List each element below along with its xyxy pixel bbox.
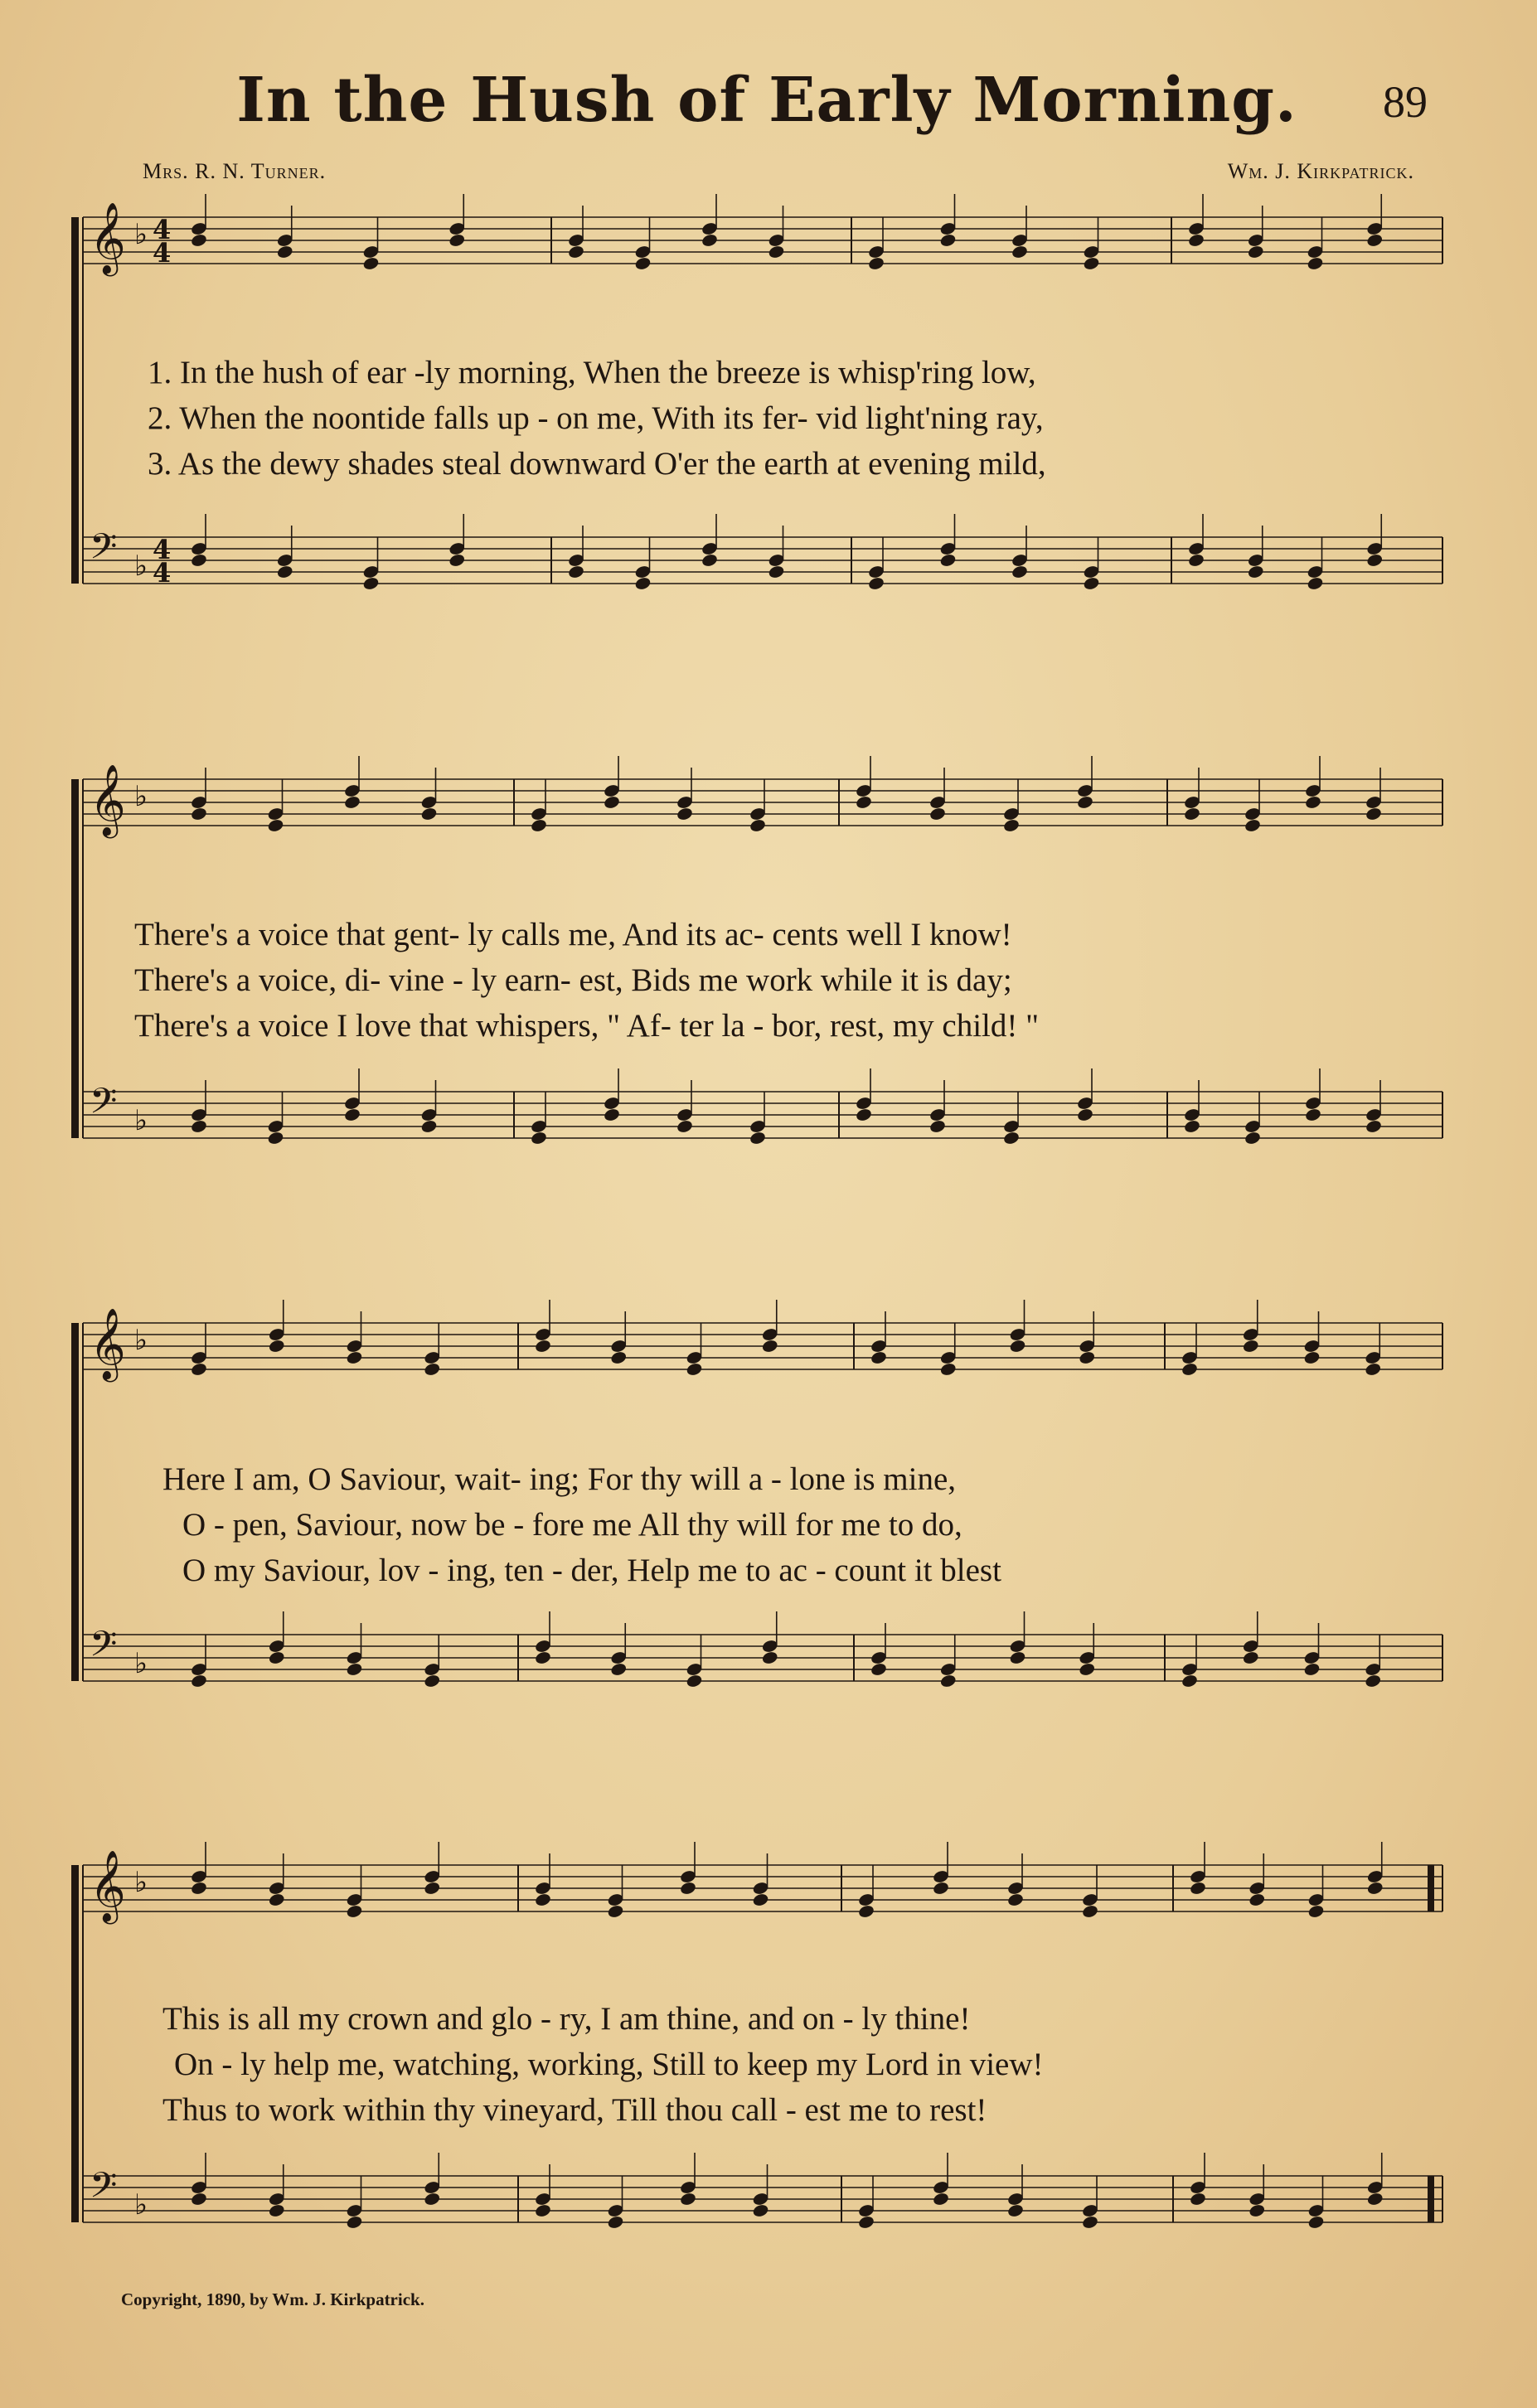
note-head: [1181, 1362, 1198, 1377]
note-head: [1006, 1892, 1024, 1907]
treble-clef-icon: 𝄞: [90, 764, 126, 836]
note-head: [530, 1131, 547, 1146]
lyric-line: 3. As the dewy shades steal downward O'er the earth at evening mild,: [148, 446, 1046, 482]
note-head: [1079, 1662, 1096, 1677]
lyric-line: O my Saviour, lov - ing, ten - der, Help me to ac - count it blest: [182, 1553, 1001, 1588]
note-head: [1365, 1674, 1382, 1689]
note-head: [1366, 553, 1384, 568]
note-head: [1081, 2215, 1098, 2230]
note-head: [870, 1662, 887, 1677]
note-head: [761, 1339, 778, 1354]
note-head: [768, 564, 785, 579]
page-number: 89: [1383, 77, 1428, 127]
note-head: [1303, 1350, 1321, 1365]
time-signature-denominator: 4: [153, 557, 172, 589]
note-head: [686, 1362, 703, 1377]
note-head: [1011, 245, 1028, 259]
note-head: [1366, 233, 1384, 248]
lyric-line: O - pen, Saviour, now be - fore me All thy will for me to do,: [182, 1507, 962, 1543]
composer-credit: Wm. J. Kirkpatrick.: [1227, 159, 1414, 183]
note-head: [1009, 1339, 1026, 1354]
note-head: [268, 1650, 285, 1665]
note-head: [420, 807, 438, 821]
system-bracket: [71, 1865, 79, 2222]
note-head: [346, 1904, 363, 1919]
note-head: [424, 1881, 441, 1896]
note-head: [1183, 807, 1200, 821]
note-head: [1307, 1904, 1325, 1919]
note-head: [634, 576, 652, 591]
lyric-line: Here I am, O Saviour, wait- ing; For thy will a - lone is mine,: [162, 1461, 957, 1497]
hymn-title: In the Hush of Early Morning.: [236, 65, 1297, 136]
treble-clef-icon: 𝄞: [90, 1308, 126, 1379]
flat-sign-icon: ♭: [134, 218, 148, 251]
note-head: [768, 245, 785, 259]
note-head: [1242, 1339, 1259, 1354]
note-head: [679, 2192, 696, 2207]
note-head: [276, 564, 293, 579]
note-head: [1079, 1350, 1096, 1365]
note-head: [1183, 1119, 1200, 1134]
note-head: [1083, 576, 1100, 591]
note-head: [1249, 2203, 1266, 2218]
note-head: [1076, 1107, 1093, 1122]
flat-sign-icon: ♭: [134, 1866, 148, 1899]
note-head: [424, 1674, 441, 1689]
note-head: [1002, 818, 1020, 833]
flat-sign-icon: ♭: [134, 1324, 148, 1357]
note-head: [1081, 1904, 1098, 1919]
note-head: [749, 818, 766, 833]
note-head: [610, 1350, 628, 1365]
note-head: [679, 1881, 696, 1896]
note-head: [420, 1119, 438, 1134]
final-barline: [1428, 1865, 1434, 1911]
lyric-line: Thus to work within thy vineyard, Till thou call - est me to rest!: [162, 2092, 987, 2128]
note-head: [939, 233, 957, 248]
note-head: [855, 795, 872, 810]
bass-clef-icon: 𝄢: [90, 1081, 118, 1131]
note-head: [701, 553, 718, 568]
note-head: [607, 1904, 624, 1919]
note-head: [448, 553, 466, 568]
note-head: [268, 1339, 285, 1354]
note-head: [752, 1892, 769, 1907]
note-head: [610, 1662, 628, 1677]
note-head: [939, 1362, 957, 1377]
note-head: [534, 1892, 551, 1907]
note-head: [929, 1119, 946, 1134]
note-head: [686, 1674, 703, 1689]
note-head: [1189, 1881, 1206, 1896]
note-head: [190, 1362, 207, 1377]
note-head: [932, 1881, 949, 1896]
note-head: [1187, 233, 1205, 248]
note-head: [1011, 564, 1028, 579]
note-head: [676, 807, 693, 821]
note-head: [1181, 1674, 1198, 1689]
note-head: [346, 1350, 363, 1365]
note-head: [1366, 1881, 1384, 1896]
lyric-line: There's a voice that gent- ly calls me, And its ac- cents well I know!: [134, 917, 1012, 952]
note-head: [607, 2215, 624, 2230]
note-head: [567, 245, 584, 259]
bass-clef-icon: 𝄢: [90, 526, 118, 576]
note-head: [1365, 807, 1382, 821]
system-bracket: [71, 779, 79, 1138]
note-head: [267, 1131, 284, 1146]
note-head: [268, 2203, 285, 2218]
note-head: [752, 2203, 769, 2218]
note-head: [1244, 1131, 1261, 1146]
note-head: [346, 2215, 363, 2230]
note-head: [1076, 795, 1093, 810]
treble-clef-icon: 𝄞: [90, 202, 126, 274]
note-head: [932, 2192, 949, 2207]
copyright-notice: Copyright, 1890, by Wm. J. Kirkpatrick.: [121, 2289, 424, 2309]
note-head: [1009, 1650, 1026, 1665]
note-head: [1304, 1107, 1321, 1122]
note-head: [1247, 245, 1264, 259]
note-head: [1307, 576, 1324, 591]
system-bracket: [71, 217, 79, 584]
bass-clef-icon: 𝄢: [90, 1624, 118, 1674]
note-head: [1249, 1892, 1266, 1907]
note-head: [1006, 2203, 1024, 2218]
note-head: [1365, 1119, 1382, 1134]
note-head: [761, 1650, 778, 1665]
flat-sign-icon: ♭: [134, 1104, 148, 1137]
note-head: [1187, 553, 1205, 568]
lyric-line: 1. In the hush of ear -ly morning, When the breeze is whisp'ring low,: [148, 355, 1036, 390]
flat-sign-icon: ♭: [134, 2188, 148, 2221]
note-head: [855, 1107, 872, 1122]
note-head: [534, 1339, 551, 1354]
note-head: [1365, 1362, 1382, 1377]
note-head: [1189, 2192, 1206, 2207]
note-head: [190, 2192, 207, 2207]
note-head: [267, 818, 284, 833]
note-head: [857, 2215, 875, 2230]
note-head: [424, 2192, 441, 2207]
note-head: [939, 1674, 957, 1689]
lyric-line: There's a voice, di- vine - ly earn- est, Bids me work while it is day;: [134, 962, 1012, 998]
note-head: [603, 795, 620, 810]
note-head: [1307, 2215, 1325, 2230]
note-head: [1083, 256, 1100, 271]
note-head: [1303, 1662, 1321, 1677]
note-head: [362, 256, 380, 271]
note-head: [343, 795, 361, 810]
note-head: [190, 553, 207, 568]
note-head: [534, 2203, 551, 2218]
note-head: [1307, 256, 1324, 271]
note-head: [870, 1350, 887, 1365]
treble-clef-icon: 𝄞: [90, 1850, 126, 1921]
note-head: [190, 233, 207, 248]
note-head: [1304, 795, 1321, 810]
lyric-line: There's a voice I love that whispers, " Af- ter la - bor, rest, my child! ": [134, 1008, 1040, 1044]
note-head: [857, 1904, 875, 1919]
note-head: [701, 233, 718, 248]
note-head: [190, 1674, 207, 1689]
note-head: [1366, 2192, 1384, 2207]
time-signature-numerator: 4: [153, 214, 172, 245]
flat-sign-icon: ♭: [134, 1647, 148, 1680]
final-barline: [1428, 2176, 1434, 2222]
note-head: [190, 1119, 207, 1134]
note-head: [276, 245, 293, 259]
note-head: [939, 553, 957, 568]
note-head: [1247, 564, 1264, 579]
note-head: [534, 1650, 551, 1665]
note-head: [190, 807, 207, 821]
note-head: [424, 1362, 441, 1377]
note-head: [749, 1131, 766, 1146]
note-head: [567, 564, 584, 579]
note-head: [268, 1892, 285, 1907]
time-signature-denominator: 4: [153, 237, 172, 269]
note-head: [346, 1662, 363, 1677]
note-head: [530, 818, 547, 833]
note-head: [362, 576, 380, 591]
lyric-line: This is all my crown and glo - ry, I am thine, and on - ly thine!: [162, 2001, 971, 2037]
note-head: [1244, 818, 1261, 833]
note-head: [676, 1119, 693, 1134]
lyric-line: On - ly help me, watching, working, Still to keep my Lord in view!: [174, 2047, 1044, 2082]
note-head: [867, 576, 885, 591]
note-head: [867, 256, 885, 271]
note-head: [1242, 1650, 1259, 1665]
note-head: [448, 233, 466, 248]
bass-clef-icon: 𝄢: [90, 2165, 118, 2215]
note-head: [603, 1107, 620, 1122]
lyric-line: 2. When the noontide falls up - on me, With its fer- vid light'ning ray,: [148, 400, 1044, 436]
note-head: [929, 807, 946, 821]
note-head: [1002, 1131, 1020, 1146]
flat-sign-icon: ♭: [134, 780, 148, 813]
note-head: [634, 256, 652, 271]
note-head: [343, 1107, 361, 1122]
time-signature-numerator: 4: [153, 534, 172, 565]
lyricist-credit: Mrs. R. N. Turner.: [143, 159, 327, 183]
flat-sign-icon: ♭: [134, 550, 148, 583]
note-head: [190, 1881, 207, 1896]
system-bracket: [71, 1323, 79, 1681]
